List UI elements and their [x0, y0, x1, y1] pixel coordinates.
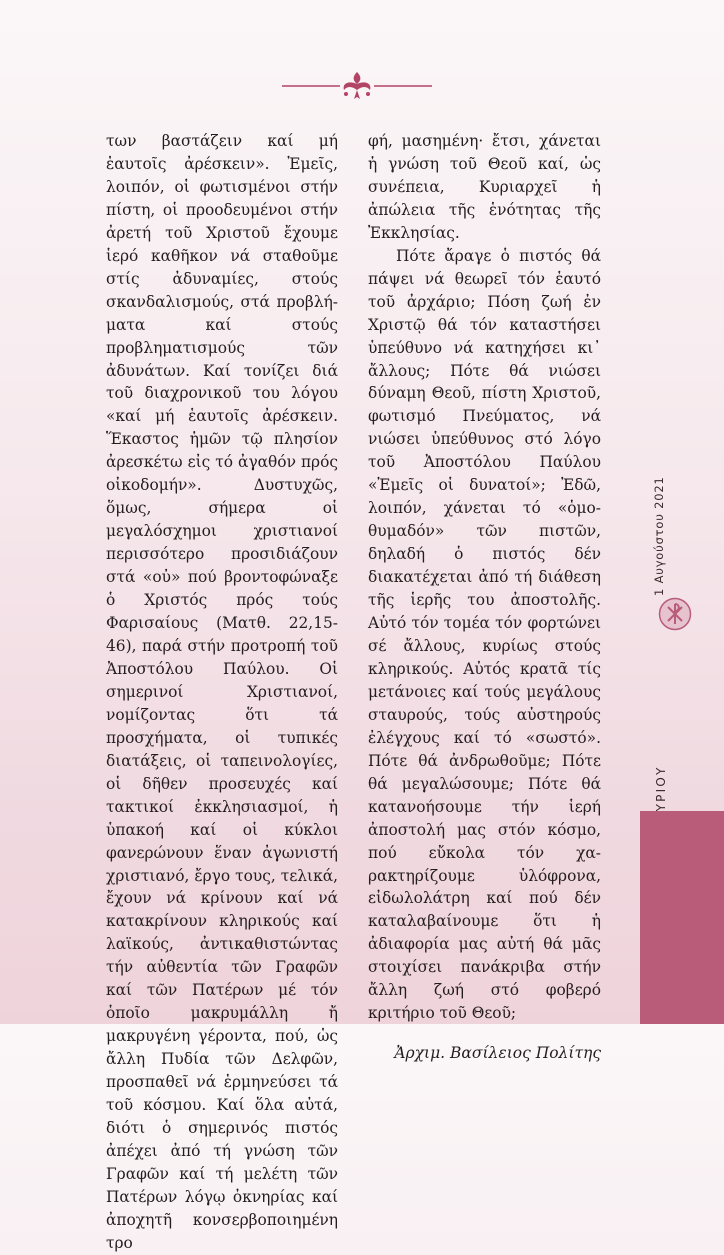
right-paragraph-2: Πότε ἄραγε ὁ πιστός θά πάψει νά θεωρεῖ τόν ἑαυτό τοῦ ἀρχάριο; Πόση ζωή ἐν Χριστῷ θά τόν καταστήσει ὑπεύθυνο νά κατηχήσει κι᾽ ἄλλους; Πότε θά νιώσει δύναμη Θεοῦ, πίστη Χριστοῦ, φωτισμό Πνεύματος, νά νιώσει ὑπεύθυνος στό λόγο τοῦ Ἀποστόλου Παύλου «Ἐμεῖς οἱ δυνατοί»; Ἐδῶ, λοιπόν, χάνεται τό «ὁμοθυμαδόν» τῶν πιστῶν, δηλαδή ὁ πιστός δέν διακατέχεται ἀπό τή διάθεση τῆς ἱερῆς του ἀποστολῆς. Αὐτό τόν τομέα τόν φορτώνει σέ ἄλλους, κυρίως στούς κληρικούς. Αὐτός κρατᾶ τίς μετάνοιες καί τούς μεγάλους σταυρούς, τούς αὐστηρούς ἐλέγχους καί τό «σωστό». Πότε θά ἀνδρωθοῦμε; Πότε θά μεγαλώσουμε; Πότε θά κατανοήσουμε τήν ἱερή ἀποστολή μας στόν κόσμο, πού εὔκολα τόν χαρακτηρίζουμε ὑλόφρονα, εἰδωλολάτρη καί πού δέν καταλαβαίνουμε ὅτι ἡ ἀδιαφορία μας αὐτή θά μᾶς στοιχίσει πανάκριβα στήν ἄλλη ζωή στό φοβερό κριτήριο τοῦ Θεοῦ;: [368, 246, 601, 1023]
left-column: [106, 130, 338, 1255]
author-signature: Ἀρχιμ. Βασίλειος Πολίτης: [394, 1044, 601, 1063]
right-paragraph-1: φή, μασημένη· ἔτσι, χάνεται ἡ γνώση τοῦ Θεοῦ καί, ὡς συνέπεια, Κυριαρχεῖ ἡ ἀπώλεια τῆς ἑνότητας τῆς Ἐκκλησίας.: [368, 132, 601, 242]
xp-chrismon-icon: [658, 597, 692, 631]
page-edge-tab: [640, 811, 724, 1024]
issue-date: 1 Αυγούστου 2021: [652, 476, 666, 596]
header-ornament-icon: [282, 66, 432, 106]
left-paragraph-1: των βαστάζειν καί μή ἑαυτοῖς ἀρέσκειν». Ἐμεῖς, λοιπόν, οἱ φωτισμένοι στήν πίστη, οἱ προοδευμένοι στήν ἀρετή τοῦ Χριστοῦ ἔχουμε ἱερό καθῆκον νά σταθοῦμε στίς ἀδυναμίες, στούς σκανδαλισμούς, στά προβλήματα καί στούς προβληματισμούς τῶν ἀδυνάτων. Καί τονίζει διά τοῦ διαχρονικοῦ του λόγου «καί μή ἑαυτοῖς ἀρέσκειν. Ἕκαστος ἡμῶν τῷ πλησίον ἀρεσκέτω εἰς τό ἀγαθόν πρός οἰκοδομήν». Δυστυχῶς, ὅμως, σήμερα οἱ μεγαλόσχημοι χριστιανοί περισσότερο προσιδιάζουν στά «οὐ» πού βροντοφώναξε ὁ Χριστός πρός τούς Φαρισαίους (Ματθ. 22,15-46), παρά στήν προτροπή τοῦ Ἀποστόλου Παύλου. Οἱ σημερινοί Χριστιανοί, νομίζοντας ὅτι τά προσχήματα, οἱ τυπικές διατάξεις, οἱ ταπεινολογίες, οἱ δῆθεν προσευχές καί τακτικοί ἐκκλησιασμοί, ἡ ὑπακοή καί οἱ κύκλοι φανερώνουν ἕναν ἀγωνιστή χριστιανό, ἔργο τους, τελικά, ἔχουν νά κρίνουν καί νά κατακρίνουν κληρικούς καί λαϊκούς, ἀντικαθιστώντας τήν αὐθεντία τῶν Γραφῶν καί τῶν Πατέρων μέ τόν ὁποῖο μακρυμάλλη ἤ μακρυγένη γέροντα, πού, ὡς ἄλλη Πυδία τῶν Δελφῶν, προσπαθεῖ νά ἑρμηνεύσει τά τοῦ κόσμου. Καί ὅλα αὐτά, διότι ὁ σημερινός πιστός ἀπέχει ἀπό τή γνώση τῶν Γραφῶν καί τή μελέτη τῶν Πατέρων λόγῳ ὀκνηρίας καί ἀποχητῆ κονσερβοποιημένη τρο: [106, 132, 338, 1252]
right-column: [368, 130, 601, 1065]
